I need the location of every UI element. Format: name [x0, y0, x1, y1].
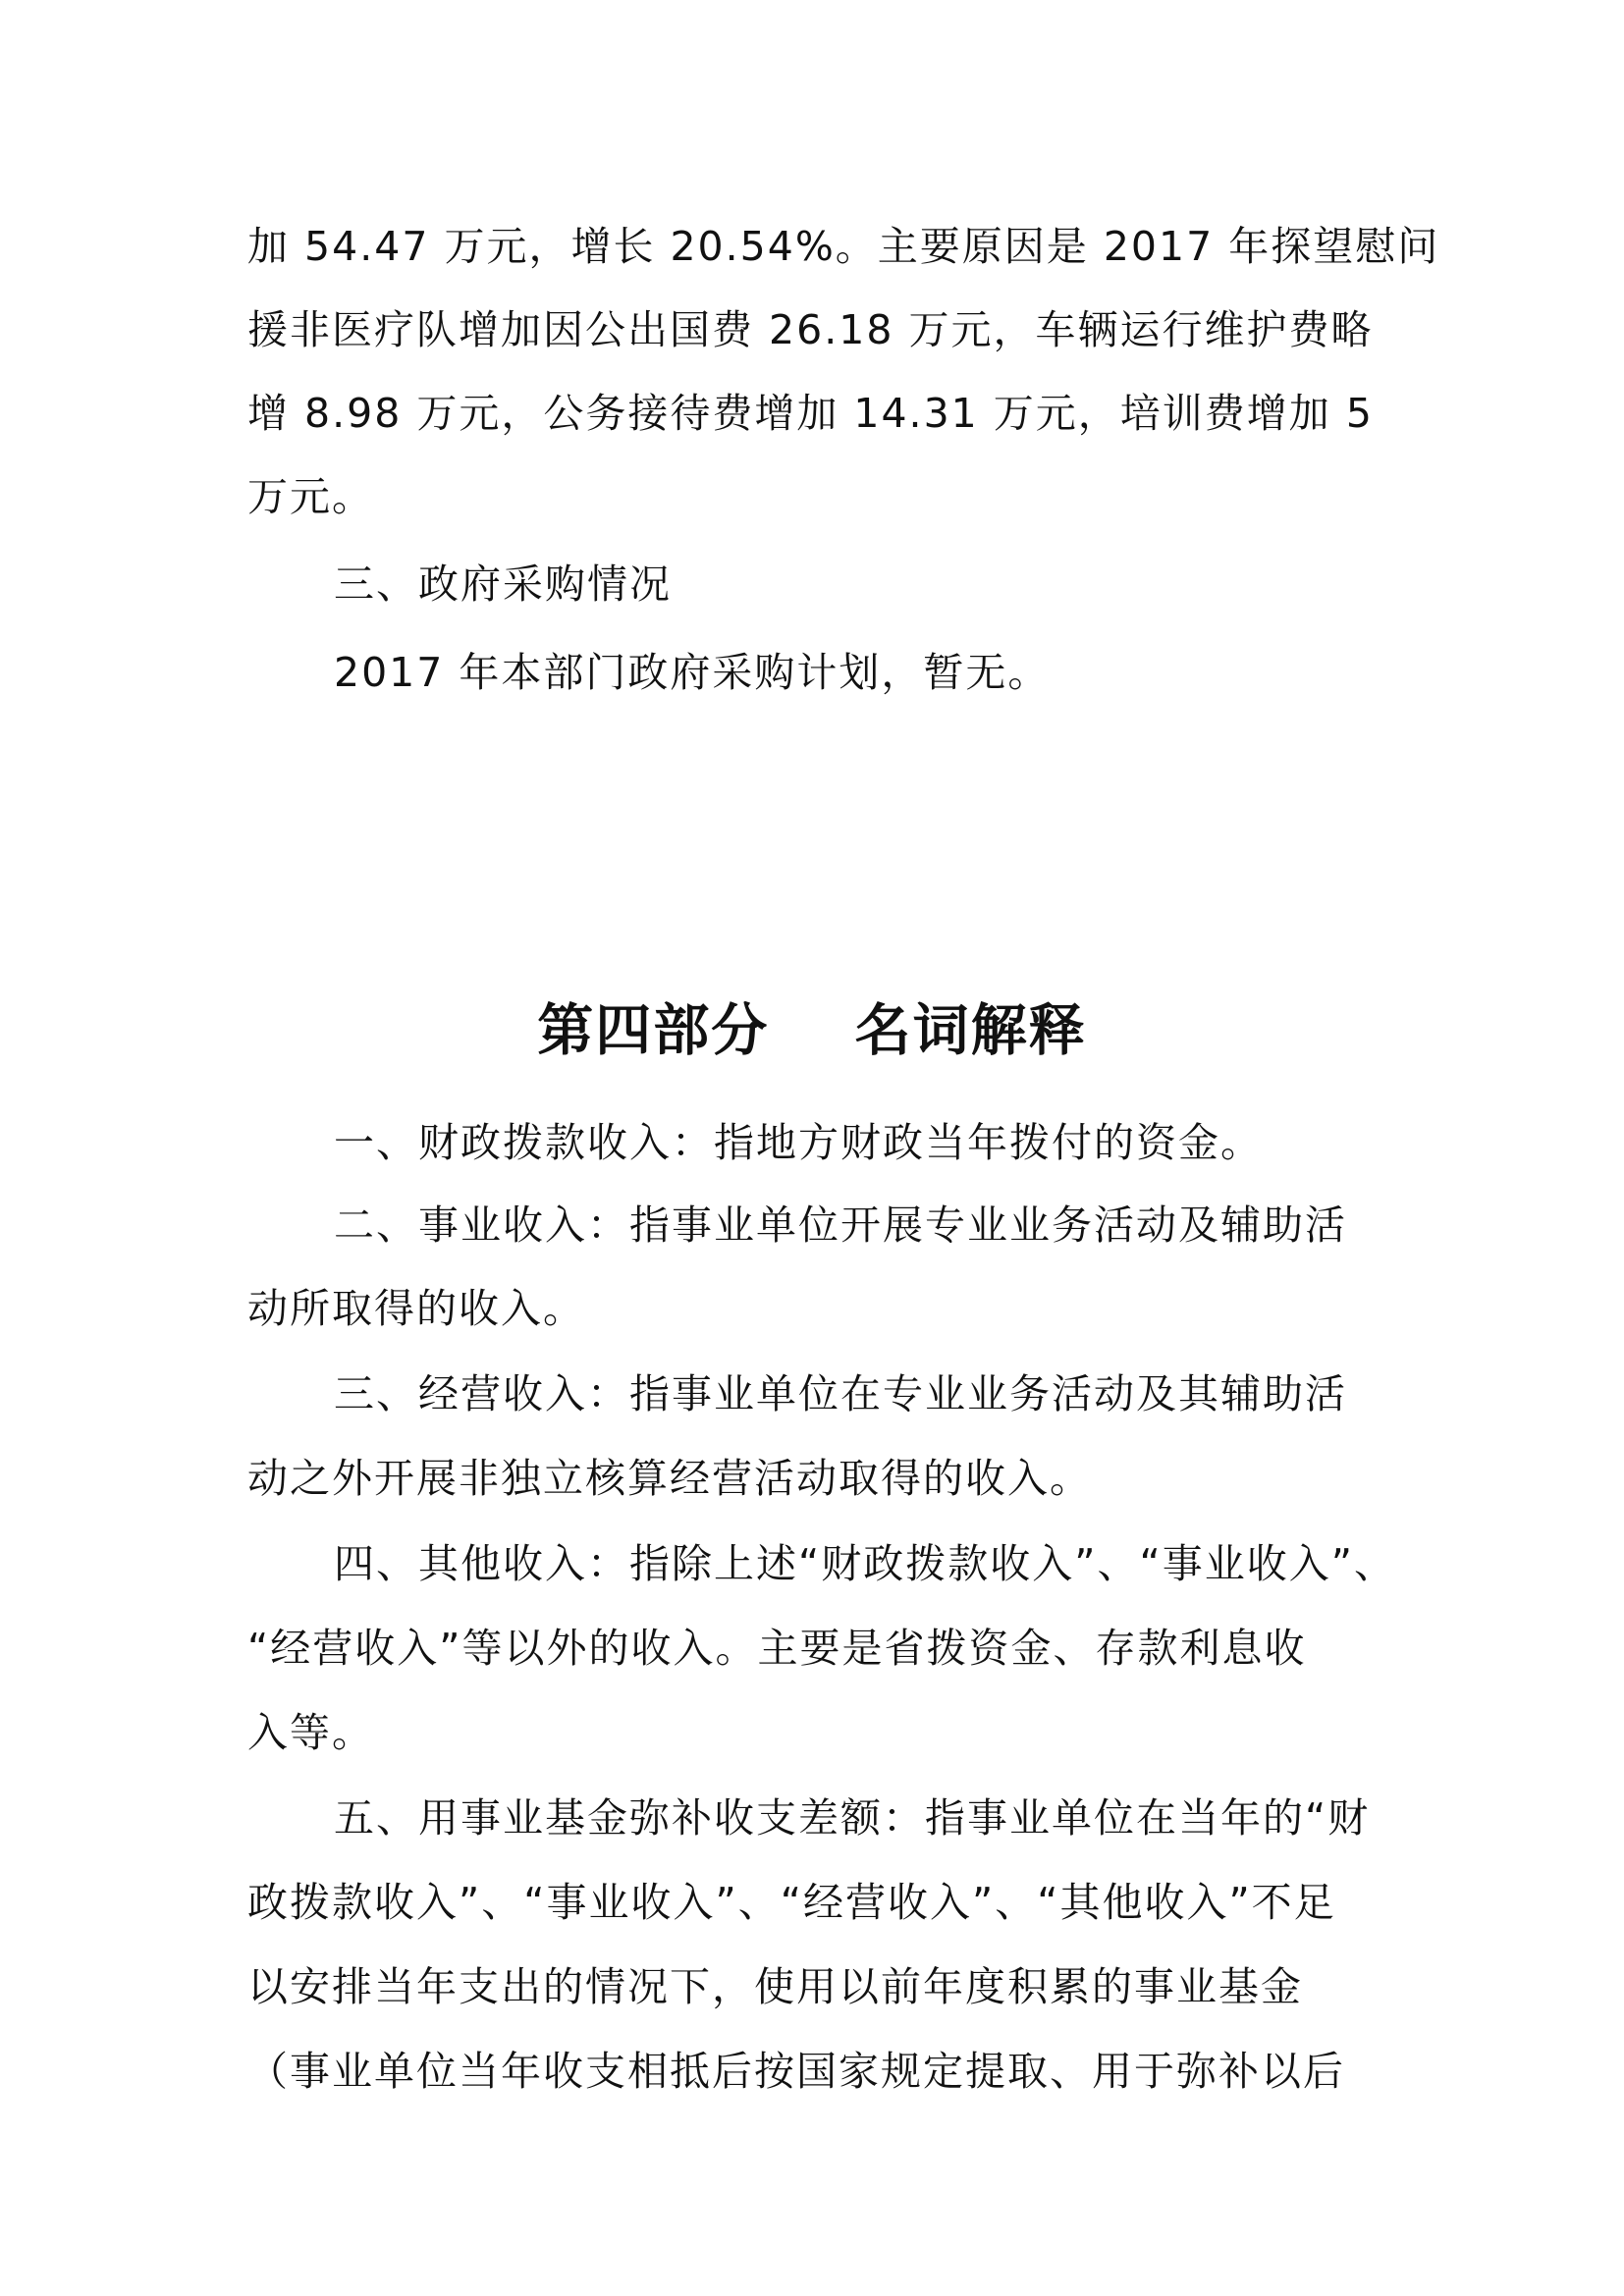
definition-line: 三、经营收入：指事业单位在专业业务活动及其辅助活 — [334, 1370, 1347, 1417]
section-text: 2017 年本部门政府采购计划，暂无。 — [334, 649, 1051, 696]
body-text-line: 万元。 — [247, 473, 374, 520]
definition-line: 二、事业收入：指事业单位开展专业业务活动及辅助活 — [334, 1201, 1347, 1249]
definition-line: 四、其他收入：指除上述“财政拨款收入”、“事业收入”、 — [334, 1540, 1396, 1587]
definition-line: （事业单位当年收支相抵后按国家规定提取、用于弥补以后 — [247, 2048, 1345, 2095]
definition-line: 动之外开展非独立核算经营活动取得的收入。 — [247, 1455, 1092, 1502]
definition-line: 一、财政拨款收入：指地方财政当年拨付的资金。 — [334, 1119, 1263, 1166]
body-text-line: 增 8.98 万元，公务接待费增加 14.31 万元，培训费增加 5 — [247, 390, 1374, 437]
definition-line: “经营收入”等以外的收入。主要是省拨资金、存款利息收 — [247, 1625, 1307, 1672]
definition-line: 以安排当年支出的情况下，使用以前年度积累的事业基金 — [247, 1963, 1303, 2010]
body-text-line: 援非医疗队增加因公出国费 26.18 万元，车辆运行维护费略 — [247, 306, 1374, 353]
part-title: 第四部分 名词解释 — [537, 997, 1087, 1063]
definition-line: 入等。 — [247, 1709, 374, 1756]
definition-line: 五、用事业基金弥补收支差额：指事业单位在当年的“财 — [334, 1794, 1371, 1842]
body-text-line: 加 54.47 万元，增长 20.54%。主要原因是 2017 年探望慰问 — [247, 223, 1440, 270]
section-heading: 三、政府采购情况 — [334, 561, 672, 608]
definition-line: 政拨款收入”、“事业收入”、“经营收入”、“其他收入”不足 — [247, 1879, 1336, 1926]
definition-line: 动所取得的收入。 — [247, 1285, 585, 1332]
